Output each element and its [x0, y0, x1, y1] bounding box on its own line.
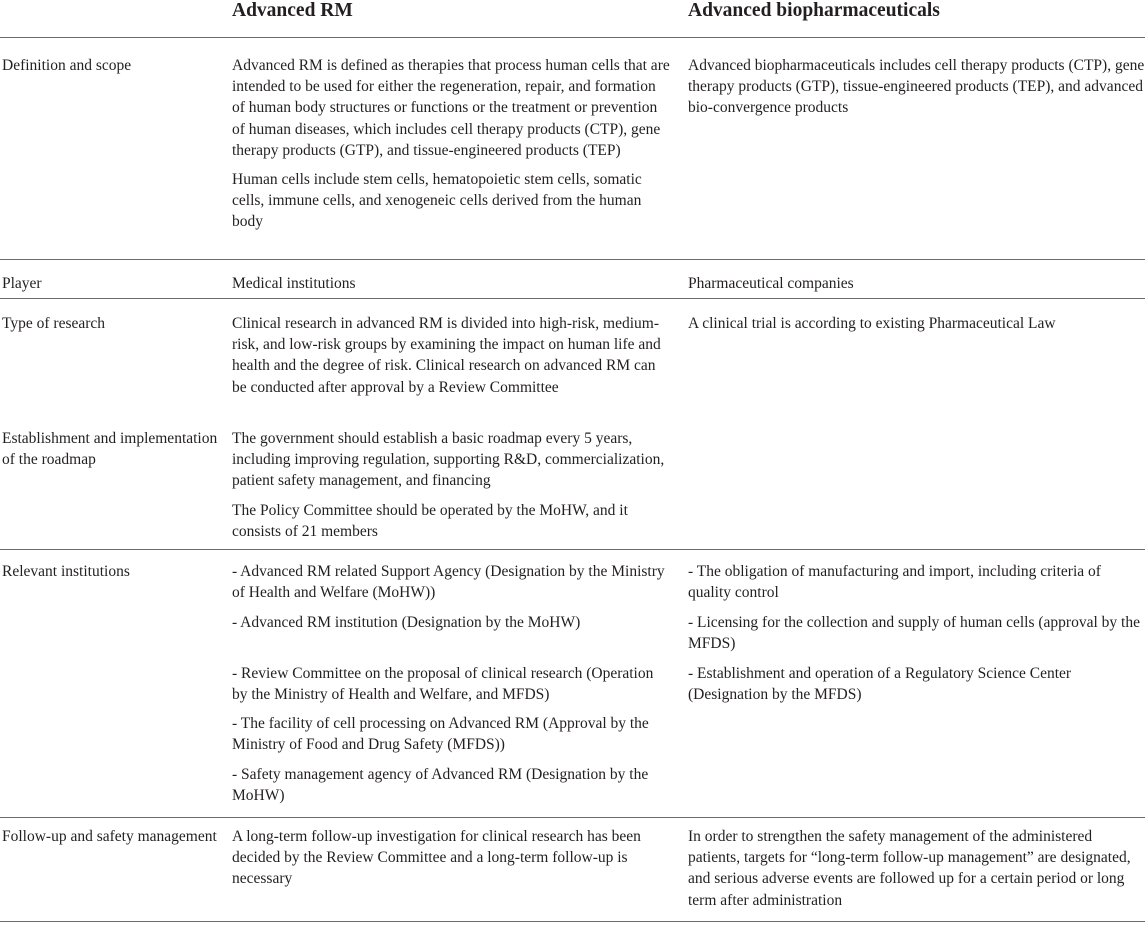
bio-institutions: [688, 561, 1145, 711]
list-item: - Establishment and operation of a Regulatory Science Center (Designation by the MFDS): [688, 665, 1072, 704]
row-label: Definition and scope: [2, 57, 132, 74]
list-item: - The facility of cell processing on Advanced RM (Approval by the Ministry of Food and Drug Safety (MFDS)): [232, 715, 649, 754]
rm-policy-committee-text: The Policy Committee should be operated by the MoHW, and it consists of 21 members: [232, 501, 628, 540]
table-header: [0, 0, 1145, 38]
bio-followup-text: In order to strengthen the safety management of the administered patients, targets for “long-term follow-up management” are designated, and serious adverse events are followed up for a certain period or long term after administration: [688, 828, 1131, 909]
rm-player: Medical institutions: [232, 275, 356, 292]
list-item: - Advanced RM related Support Agency (Designation by the Ministry of Health and Welfare (MoHW)): [232, 563, 665, 602]
rm-roadmap-text: The government should establish a basic roadmap every 5 years, including improving regulation, supporting R&D, commercialization, patient safety management, and financing: [232, 430, 665, 490]
header-advanced-rm: Advanced RM: [232, 0, 353, 21]
row-rule: [0, 817, 1145, 818]
rm-cell: [232, 55, 672, 233]
list-item: - Licensing for the collection and supply of human cells (approval by the MFDS): [688, 614, 1140, 653]
header-advanced-biopharmaceuticals: Advanced biopharmaceuticals: [688, 0, 940, 21]
list-item: - Review Committee on the proposal of clinical research (Operation by the Ministry of Health and Welfare, and MFDS): [232, 665, 654, 704]
row-label: Relevant institutions: [2, 563, 130, 580]
list-item: - Advanced RM institution (Designation by the MoHW): [232, 614, 581, 631]
bio-player: Pharmaceutical companies: [688, 275, 854, 292]
header-rule: [0, 37, 1145, 38]
row-label: Type of research: [2, 315, 106, 332]
rm-definition-text: Advanced RM is defined as therapies that process human cells that are intended to be used for either the regeneration, repair, and formation of human body structures or functions or the treatment or prevention of human diseases, which includes cell therapy products (CTP), gene therapy products (GTP), and tissue-engineered products (TEP): [232, 57, 670, 159]
list-item: - Safety management agency of Advanced RM (Designation by the MoHW): [232, 766, 649, 805]
rm-research-text: Clinical research in advanced RM is divided into high-risk, medium-risk, and low-risk groups by examining the impact on human life and health and the degree of risk. Clinical research on advanced RM can be conducted after approval by a Review Committee: [232, 315, 661, 396]
rm-human-cells-text: Human cells include stem cells, hematopoietic stem cells, somatic cells, immune cells, and xenogeneic cells derived from the human body: [232, 171, 642, 231]
rm-cell: [232, 428, 672, 542]
row-rule: [0, 259, 1145, 260]
row-label: Player: [2, 275, 42, 292]
list-item: - The obligation of manufacturing and import, including criteria of quality control: [688, 563, 1101, 602]
row-label: Follow-up and safety management: [2, 828, 217, 845]
bio-definition-text: Advanced biopharmaceuticals includes cell therapy products (CTP), gene therapy products (GTP), tissue-engineered products (TEP), and advanced bio-convergence products: [688, 57, 1145, 117]
table-bottom-rule: [0, 921, 1145, 922]
row-rule: [0, 298, 1145, 299]
bio-research-text: A clinical trial is according to existing Pharmaceutical Law: [688, 315, 1056, 332]
rm-institutions: [232, 561, 672, 811]
row-rule: [0, 549, 1145, 550]
rm-followup-text: A long-term follow-up investigation for clinical research has been decided by the Review Committee and a long-term follow-up is necessary: [232, 828, 641, 888]
row-label: Establishment and implementation of the roadmap: [2, 430, 218, 469]
